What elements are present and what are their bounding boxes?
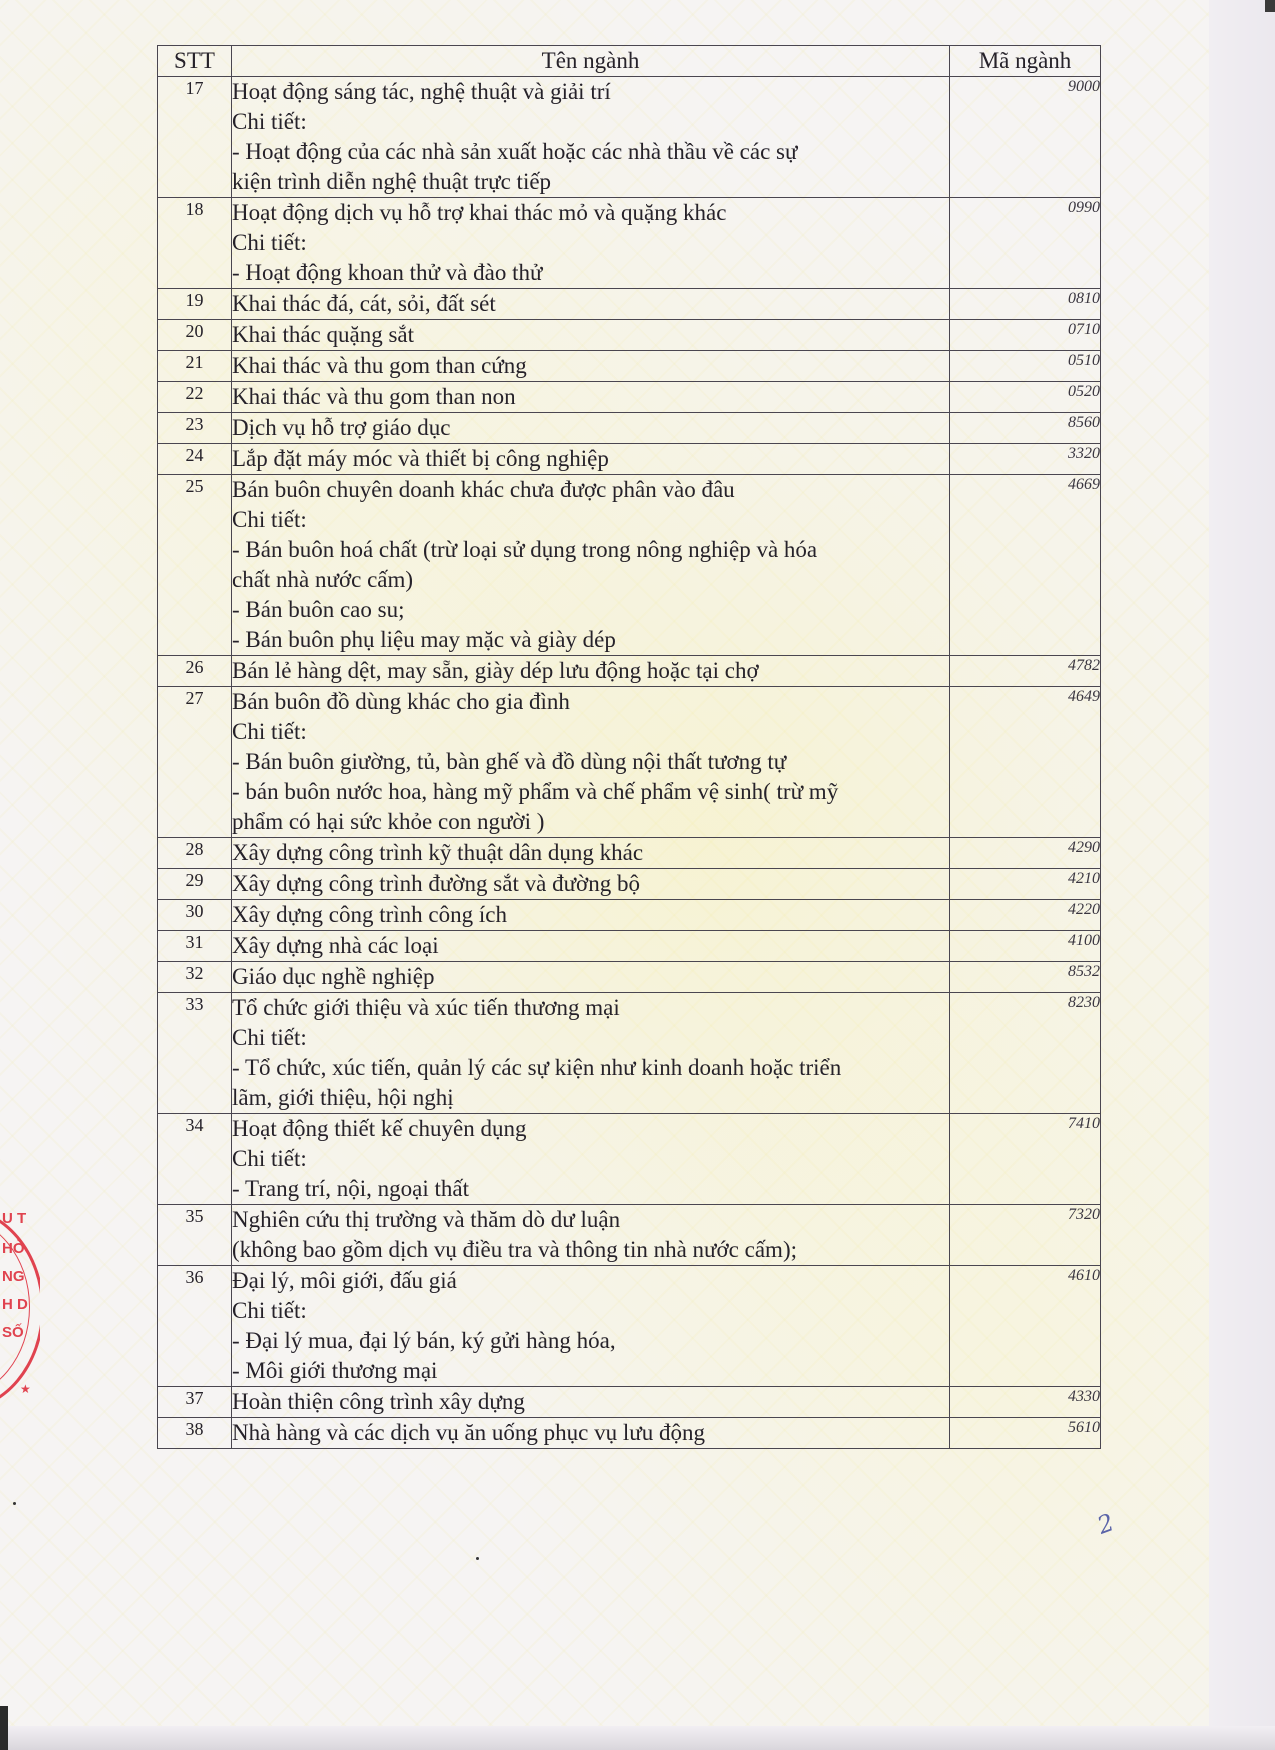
business-lines-table xyxy=(157,45,1101,1449)
row-stt: 27 xyxy=(158,687,232,838)
row-business-name xyxy=(232,993,950,1114)
row-business-name xyxy=(232,656,950,687)
row-name-line: Xây dựng công trình kỹ thuật dân dụng khác xyxy=(232,840,644,865)
row-stt: 35 xyxy=(158,1205,232,1266)
row-stt: 29 xyxy=(158,869,232,900)
row-code: 0710 xyxy=(950,320,1101,351)
row-stt: 18 xyxy=(158,198,232,289)
row-name-line: Hoàn thiện công trình xây dựng xyxy=(232,1389,525,1414)
row-business-name xyxy=(232,198,950,289)
row-code: 4782 xyxy=(950,656,1101,687)
row-code: 0510 xyxy=(950,351,1101,382)
scan-speck xyxy=(13,1502,16,1505)
table-row xyxy=(158,962,1101,993)
row-name-line: Dịch vụ hỗ trợ giáo dục xyxy=(232,415,451,440)
row-name-line: kiện trình diễn nghệ thuật trực tiếp xyxy=(232,169,552,194)
row-code: 0990 xyxy=(950,198,1101,289)
row-name-line: - Bán buôn phụ liệu may mặc và giày dép xyxy=(232,627,616,652)
row-business-name xyxy=(232,1114,950,1205)
table-row xyxy=(158,656,1101,687)
table-row xyxy=(158,1114,1101,1205)
row-name-line: - bán buôn nước hoa, hàng mỹ phẩm và chế phẩm vệ sinh( trừ mỹ xyxy=(232,779,839,804)
row-business-name xyxy=(232,413,950,444)
scan-speck xyxy=(476,1557,479,1560)
row-code: 4669 xyxy=(950,475,1101,656)
row-name-line: Chi tiết: xyxy=(232,1025,307,1050)
row-stt: 32 xyxy=(158,962,232,993)
table-header-row xyxy=(158,46,1101,77)
row-code: 9000 xyxy=(950,77,1101,198)
table-row xyxy=(158,351,1101,382)
stamp-text-line: HÒ xyxy=(2,1240,25,1257)
row-name-line: Khai thác quặng sắt xyxy=(232,322,415,347)
row-name-line: Xây dựng nhà các loại xyxy=(232,933,439,958)
row-business-name xyxy=(232,289,950,320)
table-row xyxy=(158,869,1101,900)
row-code: 4290 xyxy=(950,838,1101,869)
row-name-line: Hoạt động sáng tác, nghệ thuật và giải trí xyxy=(232,79,611,104)
row-stt: 19 xyxy=(158,289,232,320)
row-name-line: Đại lý, môi giới, đấu giá xyxy=(232,1268,457,1293)
row-name-line: Chi tiết: xyxy=(232,1298,307,1323)
row-code: 8560 xyxy=(950,413,1101,444)
stamp-text-line: H D xyxy=(2,1296,28,1313)
table-row xyxy=(158,475,1101,656)
table-row xyxy=(158,382,1101,413)
table-row xyxy=(158,77,1101,198)
stamp-text-line: SỐ xyxy=(2,1324,24,1341)
header-code: Mã ngành xyxy=(950,46,1101,77)
row-code: 8230 xyxy=(950,993,1101,1114)
row-name-line: - Bán buôn cao su; xyxy=(232,597,405,622)
table-row xyxy=(158,289,1101,320)
row-name-line: - Tổ chức, xúc tiến, quản lý các sự kiện như kinh doanh hoặc triển xyxy=(232,1055,842,1080)
scan-corner-mark xyxy=(0,1706,8,1750)
row-name-line: Chi tiết: xyxy=(232,719,307,744)
row-stt: 28 xyxy=(158,838,232,869)
row-business-name xyxy=(232,687,950,838)
row-code: 4610 xyxy=(950,1266,1101,1387)
row-code: 4330 xyxy=(950,1387,1101,1418)
row-code: 0810 xyxy=(950,289,1101,320)
row-name-line: Hoạt động dịch vụ hỗ trợ khai thác mỏ và quặng khác xyxy=(232,200,727,225)
row-stt: 21 xyxy=(158,351,232,382)
row-code: 4649 xyxy=(950,687,1101,838)
row-code: 7410 xyxy=(950,1114,1101,1205)
row-stt: 30 xyxy=(158,900,232,931)
row-stt: 34 xyxy=(158,1114,232,1205)
table-row xyxy=(158,931,1101,962)
table-body xyxy=(158,77,1101,1449)
row-name-line: Chi tiết: xyxy=(232,507,307,532)
row-name-line: - Trang trí, nội, ngoại thất xyxy=(232,1176,470,1201)
row-name-line: Bán lẻ hàng dệt, may sẵn, giày dép lưu động hoặc tại chợ xyxy=(232,658,759,683)
table-row xyxy=(158,444,1101,475)
scan-margin-right xyxy=(1209,0,1275,1750)
table-row xyxy=(158,1387,1101,1418)
row-code: 7320 xyxy=(950,1205,1101,1266)
row-name-line: - Hoạt động của các nhà sản xuất hoặc các nhà thầu về các sự xyxy=(232,139,798,164)
row-business-name xyxy=(232,962,950,993)
table-row xyxy=(158,413,1101,444)
row-name-line: lãm, giới thiệu, hội nghị xyxy=(232,1085,454,1110)
row-name-line: Chi tiết: xyxy=(232,230,307,255)
row-name-line: Bán buôn chuyên doanh khác chưa được phân vào đâu xyxy=(232,477,735,502)
red-seal-stamp xyxy=(0,1206,40,1416)
row-business-name xyxy=(232,444,950,475)
table-row xyxy=(158,320,1101,351)
row-name-line: Chi tiết: xyxy=(232,1146,307,1171)
row-business-name xyxy=(232,1387,950,1418)
table-row xyxy=(158,687,1101,838)
row-name-line: Hoạt động thiết kế chuyên dụng xyxy=(232,1116,527,1141)
stamp-text-line: U T xyxy=(2,1210,27,1227)
row-name-line: Bán buôn đồ dùng khác cho gia đình xyxy=(232,689,570,714)
row-name-line: Xây dựng công trình đường sắt và đường bộ xyxy=(232,871,640,896)
row-code: 8532 xyxy=(950,962,1101,993)
table-row xyxy=(158,993,1101,1114)
row-name-line: phẩm có hại sức khỏe con người ) xyxy=(232,809,545,834)
row-stt: 20 xyxy=(158,320,232,351)
row-business-name xyxy=(232,1205,950,1266)
row-code: 4210 xyxy=(950,869,1101,900)
row-name-line: Lắp đặt máy móc và thiết bị công nghiệp xyxy=(232,446,609,471)
row-business-name xyxy=(232,320,950,351)
row-name-line: Khai thác đá, cát, sỏi, đất sét xyxy=(232,291,496,316)
row-business-name xyxy=(232,869,950,900)
row-business-name xyxy=(232,475,950,656)
row-name-line: - Bán buôn hoá chất (trừ loại sử dụng trong nông nghiệp và hóa xyxy=(232,537,818,562)
row-stt: 23 xyxy=(158,413,232,444)
row-business-name xyxy=(232,1418,950,1449)
scan-corner-mark-top xyxy=(1265,0,1275,12)
row-business-name xyxy=(232,900,950,931)
handwritten-page-number: 2 xyxy=(1093,1508,1118,1540)
row-name-line: - Hoạt động khoan thử và đào thử xyxy=(232,260,543,285)
row-name-line: Giáo dục nghề nghiệp xyxy=(232,964,435,989)
table-row xyxy=(158,1418,1101,1449)
row-stt: 33 xyxy=(158,993,232,1114)
row-name-line: chất nhà nước cấm) xyxy=(232,567,414,592)
row-stt: 31 xyxy=(158,931,232,962)
row-name-line: Khai thác và thu gom than cứng xyxy=(232,353,527,378)
row-code: 4100 xyxy=(950,931,1101,962)
row-name-line: Tổ chức giới thiệu và xúc tiến thương mại xyxy=(232,995,620,1020)
table-row xyxy=(158,900,1101,931)
row-stt: 24 xyxy=(158,444,232,475)
row-stt: 25 xyxy=(158,475,232,656)
row-business-name xyxy=(232,77,950,198)
row-stt: 22 xyxy=(158,382,232,413)
row-name-line: - Đại lý mua, đại lý bán, ký gửi hàng hóa, xyxy=(232,1328,616,1353)
stamp-text-line: NG xyxy=(2,1268,25,1285)
stamp-star-icon: ★ xyxy=(20,1382,31,1396)
scan-margin-bottom xyxy=(0,1726,1275,1750)
row-business-name xyxy=(232,382,950,413)
row-name-line: Chi tiết: xyxy=(232,109,307,134)
table-row xyxy=(158,1205,1101,1266)
row-stt: 17 xyxy=(158,77,232,198)
row-stt: 36 xyxy=(158,1266,232,1387)
row-code: 5610 xyxy=(950,1418,1101,1449)
row-name-line: Nhà hàng và các dịch vụ ăn uống phục vụ lưu động xyxy=(232,1420,705,1445)
header-name: Tên ngành xyxy=(232,46,950,77)
row-business-name xyxy=(232,351,950,382)
header-stt: STT xyxy=(158,46,232,77)
row-code: 3320 xyxy=(950,444,1101,475)
row-name-line: (không bao gồm dịch vụ điều tra và thông tin nhà nước cấm); xyxy=(232,1237,797,1262)
row-stt: 37 xyxy=(158,1387,232,1418)
row-name-line: - Bán buôn giường, tủ, bàn ghế và đồ dùng nội thất tương tự xyxy=(232,749,787,774)
row-code: 0520 xyxy=(950,382,1101,413)
table-row xyxy=(158,1266,1101,1387)
row-business-name xyxy=(232,1266,950,1387)
row-stt: 26 xyxy=(158,656,232,687)
row-business-name xyxy=(232,931,950,962)
table-row xyxy=(158,838,1101,869)
row-code: 4220 xyxy=(950,900,1101,931)
row-name-line: - Môi giới thương mại xyxy=(232,1358,438,1383)
table-row xyxy=(158,198,1101,289)
row-name-line: Nghiên cứu thị trường và thăm dò dư luận xyxy=(232,1207,621,1232)
row-name-line: Khai thác và thu gom than non xyxy=(232,384,516,409)
row-stt: 38 xyxy=(158,1418,232,1449)
row-name-line: Xây dựng công trình công ích xyxy=(232,902,507,927)
row-business-name xyxy=(232,838,950,869)
